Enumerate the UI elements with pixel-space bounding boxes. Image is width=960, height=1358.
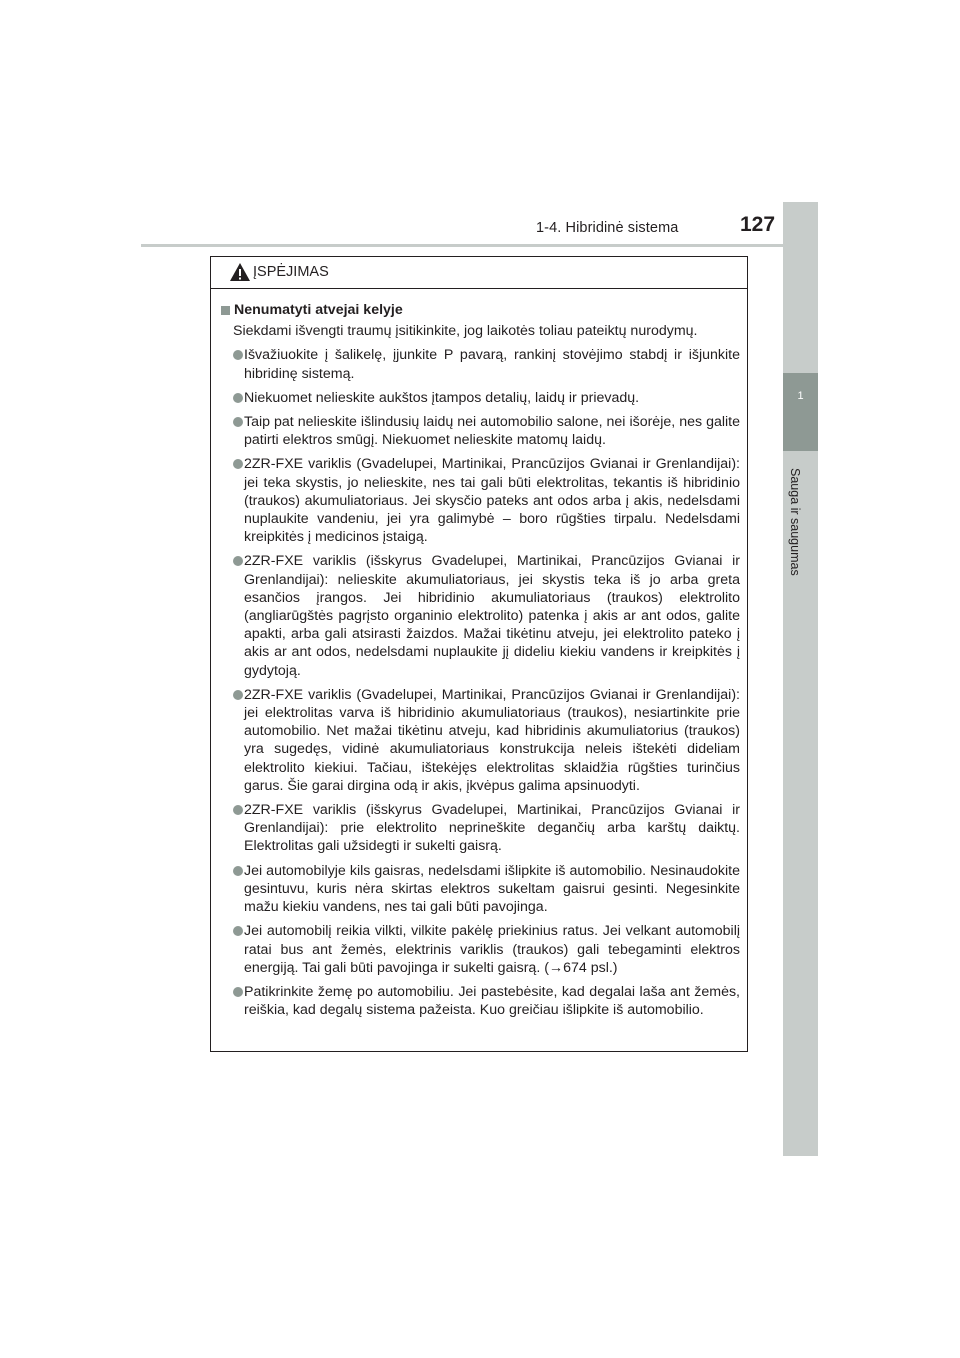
list-item: 2ZR-FXE variklis (Gvadelupei, Martinikai, Prancūzijos Gvianai ir Grenlandijai): jei teka skystis, jo nelieskite, nes tai gali būti elektrolitas, tekantis iš hibridinio (traukos) akumuliatoriaus. Jei skysčio pateks ant odos arba į akis, nedelsdami nuplaukite vandeniu, jei yra galimybė – boro rūgšties tirpalu. Nedelsdami kreipkitės į medicinos įstaigą. <box>221 455 740 546</box>
list-item: Jei automobilyje kils gaisras, nedelsdami išlipkite iš automobilio. Nesinaudokite gesintuvu, kuris nėra skirtas elektros sukeltam gaisrui gesinti. Negesinkite mažu kiekiu vandens, nes tai gali būti pavojinga. <box>221 862 740 917</box>
chapter-side-tab <box>783 202 818 1156</box>
chapter-tab-active-marker <box>783 373 818 451</box>
list-item: 2ZR-FXE variklis (išskyrus Gvadelupei, Martinikai, Prancūzijos Gvianai ir Grenlandijai): prie elektrolito neprineškite degančių arba karštų daiktų. Elektrolitas gali užsidegti ir sukelti gaisrą. <box>221 801 740 856</box>
list-item: Taip pat nelieskite išlindusių laidų nei automobilio salone, nei išorėje, nes galite patirti elektros smūgį. Niekuomet nelieskite matomų laidų. <box>221 413 740 449</box>
round-bullet-icon <box>233 866 243 876</box>
list-item: 2ZR-FXE variklis (išskyrus Gvadelupei, Martinikai, Prancūzijos Gvianai ir Grenlandijai): nelieskite akumuliatoriaus, jei skystis teka iš jo arba greta esančios įrangos. Jei hibridinio akumuliatoriaus (traukos) elektrolito (angliarūgštės pagrįsto organinio elektrolito) patenka į akis ar ant odos, galite apakti, arba gali atsirasti žaizdos. Mažai tikėtinu atveju, jei elektrolito pateko į akis ar ant odos, nedelsdami nuplaukite jį dideliu kiekiu vandens ir kreipkitės į gydytoją. <box>221 552 740 679</box>
list-item: Jei automobilį reikia vilkti, vilkite pakėlę priekinius ratus. Jei velkant automobilį ratai bus ant žemės, elektrinis variklis (traukos) gali tebegaminti elektros energiją. Tai gali būti pavojinga ir sukelti gaisrą. (→674 psl.) <box>221 922 740 977</box>
warning-header <box>211 257 747 289</box>
warning-box <box>210 256 748 1052</box>
header-divider <box>141 244 785 247</box>
list-item: Patikrinkite žemę po automobiliu. Jei pastebėsite, kad degalai laša ant žemės, reiškia, kad degalų sistema pažeista. Kuo greičiau išlipkite iš automobilio. <box>221 983 740 1019</box>
square-bullet-icon <box>221 306 230 315</box>
header-section-title: 1-4. Hibridinė sistema <box>536 220 679 236</box>
round-bullet-icon <box>233 805 243 815</box>
warning-triangle-icon <box>229 262 251 282</box>
round-bullet-icon <box>233 690 243 700</box>
chapter-number: 1 <box>797 390 804 402</box>
list-item: Niekuomet nelieskite aukštos įtampos detalių, laidų ir prievadų. <box>221 389 740 407</box>
round-bullet-icon <box>233 350 243 360</box>
round-bullet-icon <box>233 417 243 427</box>
round-bullet-icon <box>233 393 243 403</box>
section-heading <box>221 301 740 319</box>
intro-text: Siekdami išvengti traumų įsitikinkite, jog laikotės toliau pateiktų nurodymų. <box>233 323 698 340</box>
list-item: 2ZR-FXE variklis (Gvadelupei, Martinikai, Prancūzijos Gvianai ir Grenlandijai): jei elektrolitas varva iš hibridinio akumuliatoriaus (traukos), nesiartinkite prie automobilio. Net mažai tikėtinu atveju, kad hibridinis akumuliatorius (traukos) yra sugedęs, vidinė akumuliatoriaus konstrukcija neleis ištekėti dideliam elektrolito kiekiui. Tačiau, ištekėjęs elektrolitas sklaidžia rūgšties turinčius garus. Šie garai dirgina odą ir akis, įkvėpus galima apsinuodyti. <box>221 686 740 795</box>
warning-body <box>211 289 747 1019</box>
warning-title: ĮSPĖJIMAS <box>253 264 329 280</box>
warning-list <box>221 346 740 1019</box>
round-bullet-icon <box>233 987 243 997</box>
round-bullet-icon <box>233 459 243 469</box>
list-item: Išvažiuokite į šalikelę, įjunkite P pavarą, rankinį stovėjimo stabdį ir išjunkite hibridinę sistemą. <box>221 346 740 382</box>
section-heading-text: Nenumatyti atvejai kelyje <box>234 302 403 318</box>
chapter-title: Sauga ir saugumas <box>788 468 802 576</box>
round-bullet-icon <box>233 556 243 566</box>
round-bullet-icon <box>233 926 243 936</box>
page-number: 127 <box>740 213 776 236</box>
